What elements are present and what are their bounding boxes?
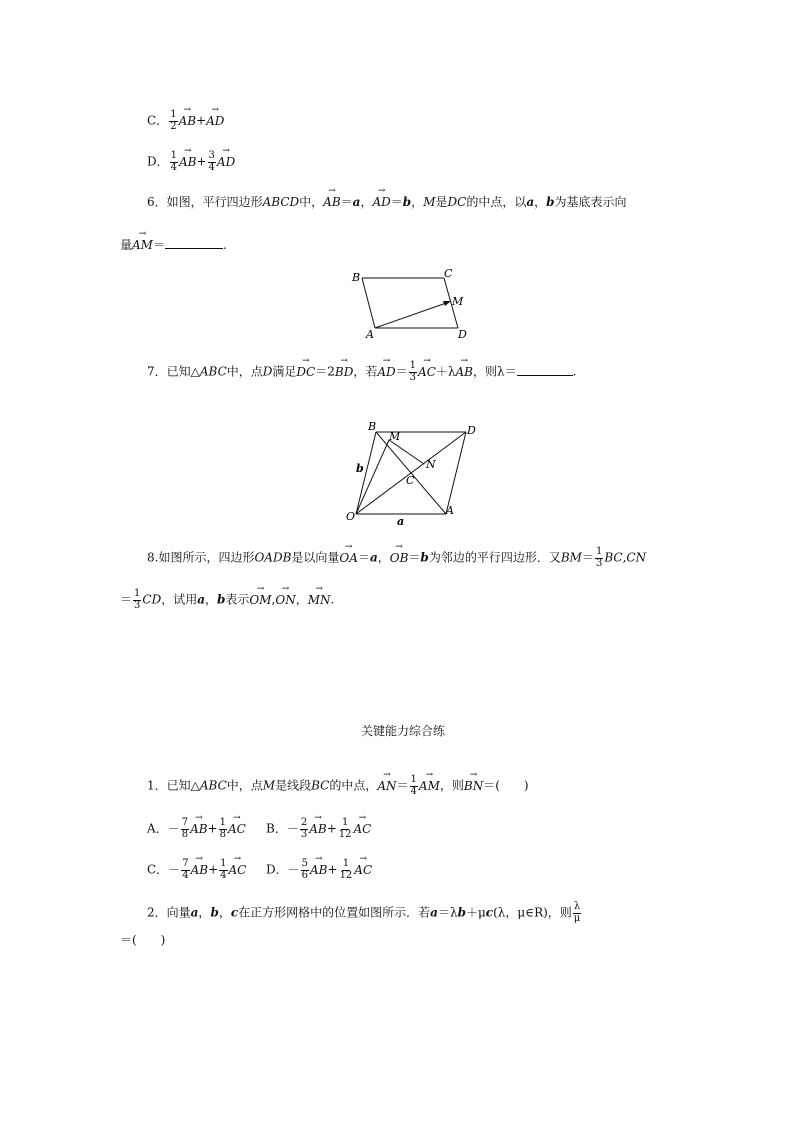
practice-1-option-a[interactable]: A．－ $\frac{7}{8}$ → AB+ $\frac{1}{8}$ → AC — [147, 818, 246, 840]
label-c: C — [406, 474, 415, 487]
label-vector-b: b — [356, 462, 364, 475]
parallelogram-figure-8 — [340, 418, 480, 528]
arrowhead — [443, 301, 451, 306]
question-6-line2: 量→ AM＝ . — [120, 237, 227, 251]
practice-2-line1: 2．向量a，b，c在正方形网格中的位置如图所示．若a＝λb＋μc(λ，μ∈R)，则 $\frac{\lambda}{\mu}$ — [147, 901, 581, 924]
label-n: N — [426, 458, 436, 471]
question-8-line1: 8.如图所示，四边形OADB是以向量→ OA＝a，→ OB＝b为邻边的平行四边形．又BM＝ $\frac{1}{3}$ BC,CN — [147, 547, 646, 569]
label-b: B — [368, 420, 377, 433]
fraction: $\frac{1}{4}$ — [170, 150, 177, 173]
label-c: C — [444, 267, 453, 280]
answer-blank[interactable] — [517, 364, 573, 376]
option-d: D． $\frac{1}{4}$ → AB+ $\frac{3}{4}$ → AD — [147, 151, 235, 173]
vector-ab: → AB — [179, 115, 196, 127]
practice-2-line2: ＝( ) — [120, 933, 166, 947]
segment-mn — [389, 440, 424, 464]
practice-1-option-d[interactable]: D．－ $\frac{5}{6}$ → AB+ $\frac{1}{12}$ → AC — [266, 859, 372, 881]
label-o: O — [346, 510, 356, 523]
question-7: 7．已知△ABC中，点D满足→ DC＝2→ BD，若→ AD＝ $\frac{1}{3}$ → AC＋λ→ AB，则λ＝ . — [147, 361, 576, 383]
section-title: 关键能力综合练 — [361, 724, 446, 738]
label-a: A — [366, 328, 374, 341]
label-d: D — [467, 424, 476, 437]
label-b: B — [352, 271, 361, 284]
practice-1: 1．已知△ABC中，点M是线段BC的中点，→ AN＝ $\frac{1}{4}$ → AM，则→ BN＝( ) — [147, 775, 529, 797]
question-6-line1: 6．如图，平行四边形ABCD中，→ AB＝a，→ AD＝b，M是DC的中点，以a，b为基底表示向 — [147, 196, 627, 208]
parallelogram-figure-6 — [340, 265, 480, 345]
segment-om — [356, 440, 389, 514]
label-vector-a: a — [397, 515, 405, 528]
option-c: C． $\frac{1}{2}$ → AB+→ AD — [147, 110, 224, 132]
segment-am — [375, 302, 449, 328]
vector-ad: → AD — [206, 115, 224, 127]
edge-ab — [362, 278, 375, 328]
practice-1-option-c[interactable]: C．－ $\frac{7}{4}$ → AB+ $\frac{1}{4}$ → AC — [147, 859, 246, 881]
label-m: M — [389, 430, 401, 443]
label-a: A — [446, 504, 454, 517]
fraction: $\frac{1}{2}$ — [170, 109, 177, 132]
label-d: D — [458, 328, 467, 341]
diagonal-ba — [376, 432, 446, 514]
answer-blank[interactable] — [165, 237, 223, 249]
label-m: M — [452, 295, 464, 308]
question-8-line2: ＝ $\frac{1}{3}$ CD，试用a，b表示→ OM,→ ON，→ MN. — [120, 589, 334, 611]
practice-1-option-b[interactable]: B．－ $\frac{2}{3}$ → AB+ $\frac{1}{12}$ → AC — [266, 818, 371, 840]
